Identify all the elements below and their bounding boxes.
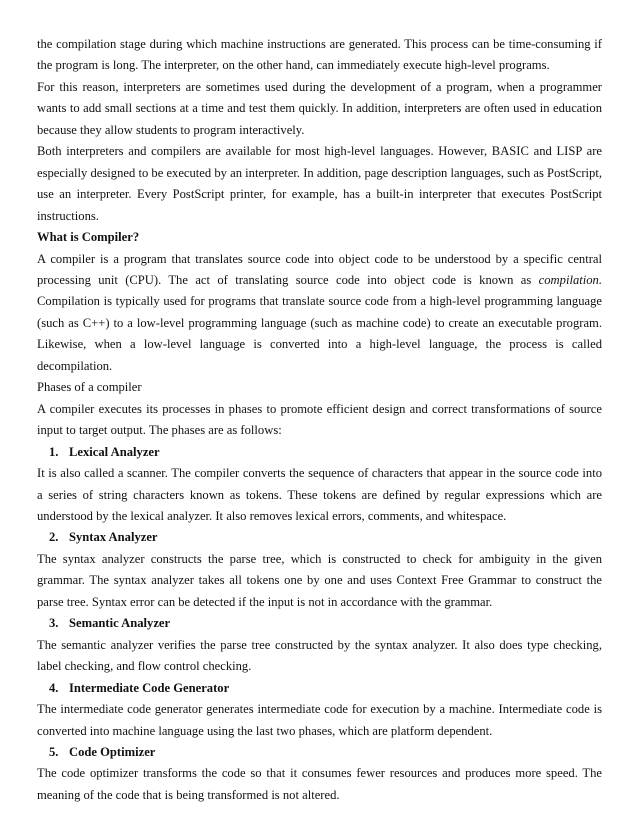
phase-number: 4. xyxy=(49,680,59,695)
compiler-definition-text: A compiler is a program that translates source code into object code to be understood by a specific central processing unit (CPU). The act of translating source code into object code is known as xyxy=(37,251,602,287)
phases-title: Phases of a compiler xyxy=(37,380,142,395)
paragraph-compiler-definition xyxy=(37,249,602,378)
phase-heading-code-optimizer xyxy=(37,742,602,763)
paragraph-phases-intro: A compiler executes its processes in phases to promote efficient design and correct transformations of source input to target output. The phases are as follows: xyxy=(37,401,602,438)
phase-title: Code Optimizer xyxy=(69,744,156,759)
phase-number: 3. xyxy=(49,616,59,631)
phase-heading-lexical-analyzer xyxy=(37,442,602,463)
phase-title: Semantic Analyzer xyxy=(69,616,171,631)
phase-number: 1. xyxy=(49,444,59,459)
phase-text-code-optimizer: The code optimizer transforms the code so that it consumes fewer resources and produces more speed. The meaning of the code that is being transformed is not altered. xyxy=(37,766,602,802)
heading-what-is-compiler: What is Compiler? xyxy=(37,230,140,245)
phase-text-semantic-analyzer: The semantic analyzer verifies the parse tree constructed by the syntax analyzer. It also does type checking, label checking, and flow control checking. xyxy=(37,637,602,674)
phase-number: 2. xyxy=(49,530,59,545)
paragraph-interpreter-use: For this reason, interpreters are sometimes used during the development of a program, when a programmer wants to add small sections at a time and test them quickly. In addition, interpreters are often used in education because they allow students to program interactively. xyxy=(37,79,602,137)
phase-heading-syntax-analyzer xyxy=(37,527,602,548)
compilation-term: compilation. xyxy=(538,272,602,287)
phase-title: Intermediate Code Generator xyxy=(69,680,230,695)
phase-title: Syntax Analyzer xyxy=(69,530,158,545)
phase-text-intermediate-code-generator: The intermediate code generator generates intermediate code for execution by a machine. Intermediate code is converted into machine language using the last two phases, which are platform dependent. xyxy=(37,702,602,738)
paragraph-languages: Both interpreters and compilers are available for most high-level languages. However, BASIC and LISP are especially designed to be executed by an interpreter. In addition, page description languages, such as PostScript, use an interpreter. Every PostScript printer, for example, has a built-in interpreter that executes PostScript instructions. xyxy=(37,144,602,223)
phase-text-syntax-analyzer: The syntax analyzer constructs the parse tree, which is constructed to check for ambiguity in the given grammar. The syntax analyzer takes all tokens one by one and uses Context Free Grammar to construct the parse tree. Syntax error can be detected if the input is not in accordance with the grammar. xyxy=(37,551,602,609)
compiler-definition-text-continued: Compilation is typically used for programs that translate source code from a high-level programming language (such as C++) to a low-level programming language (such as machine code) to create an executable program. Likewise, when a low-level language is converted into a high-level language, the process is called decompilation. xyxy=(37,294,602,373)
phase-title: Lexical Analyzer xyxy=(69,444,160,459)
paragraph-compilation-stage: the compilation stage during which machine instructions are generated. This process can be time-consuming if the program is long. The interpreter, on the other hand, can immediately execute high-level programs. xyxy=(37,37,602,73)
phase-heading-semantic-analyzer xyxy=(37,613,602,634)
phase-number: 5. xyxy=(49,744,59,759)
phase-heading-intermediate-code-generator xyxy=(37,678,602,699)
phase-text-lexical-analyzer: It is also called a scanner. The compiler converts the sequence of characters that appear in the source code into a series of string characters known as tokens. These tokens are defined by regular expressions which are understood by the lexical analyzer. It also removes lexical errors, comments, and whitespace. xyxy=(37,466,602,523)
